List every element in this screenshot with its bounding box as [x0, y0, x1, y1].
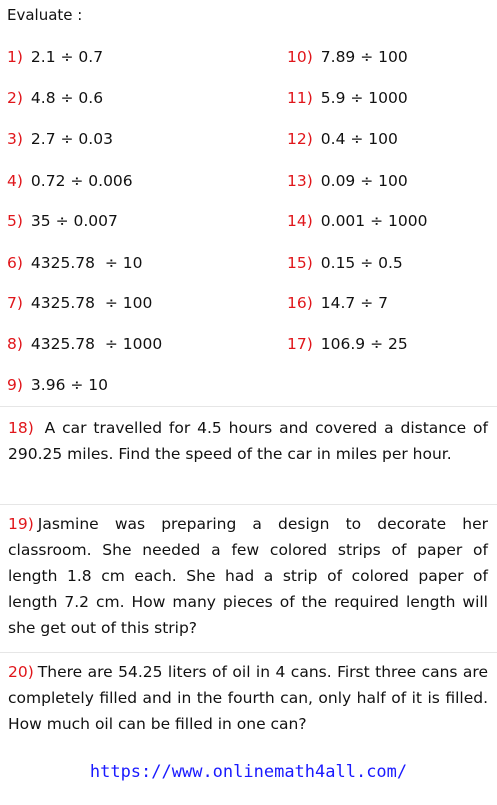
- problem-6: [7, 254, 143, 272]
- problem-expression: 4325.78 ÷ 1000: [30, 335, 163, 353]
- problem-expression: 0.4 ÷ 100: [320, 130, 398, 148]
- problem-number: 6): [7, 254, 23, 272]
- problem-number: 20): [8, 663, 34, 681]
- problem-expression: 0.72 ÷ 0.006: [30, 172, 133, 190]
- problem-number: 15): [287, 254, 313, 272]
- problem-expression: 0.09 ÷ 100: [320, 172, 408, 190]
- problem-number: 1): [7, 48, 23, 66]
- problem-12: [287, 130, 398, 148]
- problem-2: [7, 89, 103, 107]
- problem-3: [7, 130, 113, 148]
- problem-4: [7, 172, 133, 190]
- problem-expression: 4.8 ÷ 0.6: [30, 89, 104, 107]
- problem-expression: 7.89 ÷ 100: [320, 48, 408, 66]
- problem-number: 7): [7, 294, 23, 312]
- divider: [0, 406, 497, 407]
- problem-number: 13): [287, 172, 313, 190]
- problem-number: 18): [8, 419, 34, 437]
- problem-number: 17): [287, 335, 313, 353]
- problem-expression: 2.1 ÷ 0.7: [30, 48, 104, 66]
- problem-expression: 5.9 ÷ 1000: [320, 89, 408, 107]
- website-link[interactable]: https://www.onlinemath4all.com/: [89, 762, 408, 782]
- problem-number: 16): [287, 294, 313, 312]
- problem-expression: 0.001 ÷ 1000: [320, 212, 428, 230]
- problem-expression: 106.9 ÷ 25: [320, 335, 408, 353]
- problem-16: [287, 294, 388, 312]
- problem-expression: 3.96 ÷ 10: [30, 376, 108, 394]
- problem-text: Jasmine was preparing a design to decorate her classroom. She needed a few colored strips of paper of length 1.8 cm each. She had a strip of colored paper of length 7.2 cm. How many pieces of the required length will she get out of this strip?: [8, 515, 488, 637]
- problem-17: [287, 335, 408, 353]
- problem-expression: 35 ÷ 0.007: [30, 212, 118, 230]
- problem-1: [7, 48, 103, 66]
- problem-text: A car travelled for 4.5 hours and covered a distance of 290.25 miles. Find the speed of the car in miles per hour.: [8, 419, 488, 463]
- problem-11: [287, 89, 408, 107]
- problem-expression: 4325.78 ÷ 10: [30, 254, 143, 272]
- problem-expression: 14.7 ÷ 7: [320, 294, 388, 312]
- word-problem-18: [8, 415, 488, 467]
- problem-9: [7, 376, 108, 394]
- problem-number: 14): [287, 212, 313, 230]
- problem-number: 9): [7, 376, 23, 394]
- problem-14: [287, 212, 427, 230]
- problem-number: 2): [7, 89, 23, 107]
- problem-13: [287, 172, 408, 190]
- problem-number: 3): [7, 130, 23, 148]
- heading: Evaluate :: [7, 6, 83, 24]
- word-problem-19: [8, 511, 488, 641]
- problem-number: 12): [287, 130, 313, 148]
- problem-7: [7, 294, 152, 312]
- problem-number: 5): [7, 212, 23, 230]
- problem-expression: 4325.78 ÷ 100: [30, 294, 153, 312]
- problem-expression: 0.15 ÷ 0.5: [320, 254, 403, 272]
- problem-number: 8): [7, 335, 23, 353]
- problem-number: 19): [8, 515, 34, 533]
- problem-8: [7, 335, 162, 353]
- problem-number: 11): [287, 89, 313, 107]
- problem-text: There are 54.25 liters of oil in 4 cans. First three cans are completely filled and in the fourth can, only half of it is filled. How much oil can be filled in one can?: [8, 663, 488, 733]
- problem-expression: 2.7 ÷ 0.03: [30, 130, 113, 148]
- problem-15: [287, 254, 403, 272]
- problem-5: [7, 212, 118, 230]
- problem-number: 10): [287, 48, 313, 66]
- problem-10: [287, 48, 408, 66]
- word-problem-20: [8, 659, 488, 737]
- problem-number: 4): [7, 172, 23, 190]
- divider: [0, 652, 497, 653]
- divider: [0, 504, 497, 505]
